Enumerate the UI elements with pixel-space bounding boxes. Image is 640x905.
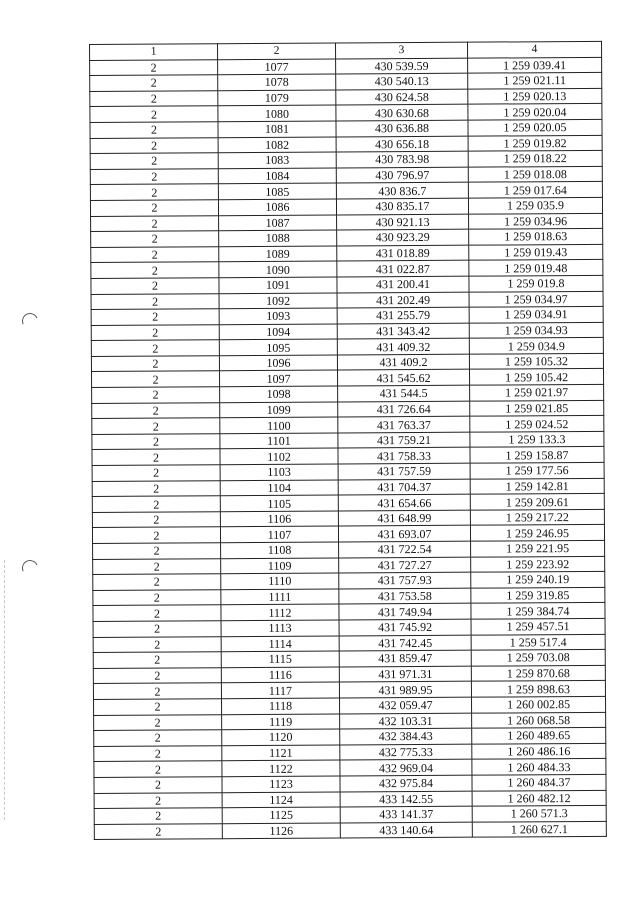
section-cell: 2 <box>90 200 218 216</box>
section-cell: 2 <box>92 418 220 434</box>
point-number-cell: 1113 <box>221 620 339 636</box>
hole-punch-mark <box>20 311 41 332</box>
point-number-cell: 1120 <box>222 729 340 745</box>
y-coordinate-cell: 1 259 021.11 <box>468 73 602 89</box>
x-coordinate-cell: 431 757.59 <box>338 463 470 479</box>
section-cell: 2 <box>92 402 220 418</box>
point-number-cell: 1080 <box>218 105 336 121</box>
point-number-cell: 1125 <box>222 807 340 823</box>
point-number-cell: 1098 <box>220 386 338 402</box>
section-cell: 2 <box>90 184 218 200</box>
point-number-cell: 1083 <box>218 152 336 168</box>
point-number-cell: 1086 <box>218 199 336 215</box>
x-coordinate-cell: 430 630.68 <box>336 105 468 121</box>
y-coordinate-cell: 1 259 039.41 <box>468 57 602 73</box>
column-header: 2 <box>218 43 336 59</box>
x-coordinate-cell: 430 923.29 <box>337 229 469 245</box>
section-cell: 2 <box>92 387 220 403</box>
point-number-cell: 1097 <box>220 370 338 386</box>
section-cell: 2 <box>91 293 219 309</box>
y-coordinate-cell: 1 259 703.08 <box>471 650 605 666</box>
point-number-cell: 1112 <box>221 604 339 620</box>
point-number-cell: 1106 <box>220 511 338 527</box>
y-coordinate-cell: 1 259 221.95 <box>471 540 605 556</box>
column-header: 1 <box>90 44 218 60</box>
point-number-cell: 1114 <box>221 636 339 652</box>
y-coordinate-cell: 1 259 020.04 <box>468 104 602 120</box>
y-coordinate-cell: 1 259 017.64 <box>468 182 602 198</box>
y-coordinate-cell: 1 259 019.82 <box>468 135 602 151</box>
section-cell: 2 <box>93 574 221 590</box>
x-coordinate-cell: 431 758.33 <box>338 448 470 464</box>
section-cell: 2 <box>94 730 222 746</box>
y-coordinate-cell: 1 260 489.65 <box>472 727 606 743</box>
point-number-cell: 1084 <box>218 168 336 184</box>
y-coordinate-cell: 1 259 021.97 <box>470 384 604 400</box>
x-coordinate-cell: 431 648.99 <box>338 510 470 526</box>
y-coordinate-cell: 1 259 105.42 <box>469 369 603 385</box>
y-coordinate-cell: 1 259 240.19 <box>471 572 605 588</box>
section-cell: 2 <box>94 714 222 730</box>
point-number-cell: 1078 <box>218 74 336 90</box>
x-coordinate-cell: 431 971.31 <box>339 666 471 682</box>
y-coordinate-cell: 1 259 034.96 <box>469 213 603 229</box>
y-coordinate-cell: 1 259 142.81 <box>470 478 604 494</box>
x-coordinate-cell: 431 409.2 <box>337 354 469 370</box>
section-cell: 2 <box>90 90 218 106</box>
x-coordinate-cell: 430 921.13 <box>337 214 469 230</box>
x-coordinate-cell: 431 544.5 <box>338 385 470 401</box>
point-number-cell: 1124 <box>222 791 340 807</box>
point-number-cell: 1108 <box>221 542 339 558</box>
section-cell: 2 <box>90 106 218 122</box>
y-coordinate-cell: 1 259 021.85 <box>470 400 604 416</box>
point-number-cell: 1079 <box>218 90 336 106</box>
point-number-cell: 1096 <box>219 355 337 371</box>
y-coordinate-cell: 1 260 002.85 <box>471 696 605 712</box>
x-coordinate-cell: 431 693.07 <box>338 526 470 542</box>
y-coordinate-cell: 1 259 018.22 <box>468 151 602 167</box>
section-cell: 2 <box>91 309 219 325</box>
x-coordinate-cell: 430 836.7 <box>336 183 468 199</box>
section-cell: 2 <box>92 371 220 387</box>
point-number-cell: 1094 <box>219 324 337 340</box>
table-row <box>94 821 606 840</box>
point-number-cell: 1110 <box>221 573 339 589</box>
section-cell: 2 <box>93 605 221 621</box>
section-cell: 2 <box>91 215 219 231</box>
point-number-cell: 1109 <box>221 558 339 574</box>
section-cell: 2 <box>90 75 218 91</box>
y-coordinate-cell: 1 259 019.43 <box>469 244 603 260</box>
point-number-cell: 1082 <box>218 137 336 153</box>
x-coordinate-cell: 431 018.89 <box>337 245 469 261</box>
x-coordinate-cell: 431 749.94 <box>339 604 471 620</box>
section-cell: 2 <box>91 262 219 278</box>
x-coordinate-cell: 431 255.79 <box>337 307 469 323</box>
x-coordinate-cell: 431 989.95 <box>339 682 471 698</box>
x-coordinate-cell: 431 202.49 <box>337 292 469 308</box>
x-coordinate-cell: 432 384.43 <box>340 728 472 744</box>
x-coordinate-cell: 431 545.62 <box>337 370 469 386</box>
section-cell: 2 <box>90 122 218 138</box>
section-cell: 2 <box>93 621 221 637</box>
point-number-cell: 1105 <box>220 495 338 511</box>
section-cell: 2 <box>92 449 220 465</box>
section-cell: 2 <box>94 792 222 808</box>
section-cell: 2 <box>92 512 220 528</box>
y-coordinate-cell: 1 259 034.9 <box>469 338 603 354</box>
point-number-cell: 1093 <box>219 308 337 324</box>
x-coordinate-cell: 430 636.88 <box>336 120 468 136</box>
y-coordinate-cell: 1 259 020.05 <box>468 119 602 135</box>
y-coordinate-cell: 1 259 034.97 <box>469 291 603 307</box>
section-cell: 2 <box>93 589 221 605</box>
y-coordinate-cell: 1 259 035.9 <box>468 197 602 213</box>
y-coordinate-cell: 1 259 217.22 <box>470 509 604 525</box>
section-cell: 2 <box>93 652 221 668</box>
section-cell: 2 <box>90 59 218 75</box>
y-coordinate-cell: 1 259 034.93 <box>469 322 603 338</box>
x-coordinate-cell: 431 722.54 <box>339 541 471 557</box>
y-coordinate-cell: 1 259 034.91 <box>469 306 603 322</box>
section-cell: 2 <box>91 324 219 340</box>
x-coordinate-cell: 431 200.41 <box>337 276 469 292</box>
x-coordinate-cell: 430 656.18 <box>336 136 468 152</box>
point-number-cell: 1088 <box>219 230 337 246</box>
point-number-cell: 1095 <box>219 339 337 355</box>
section-cell: 2 <box>93 636 221 652</box>
x-coordinate-cell: 431 343.42 <box>337 323 469 339</box>
point-number-cell: 1104 <box>220 480 338 496</box>
x-coordinate-cell: 431 859.47 <box>339 650 471 666</box>
scan-edge-marks <box>4 560 8 820</box>
x-coordinate-cell: 431 745.92 <box>339 619 471 635</box>
point-number-cell: 1101 <box>220 433 338 449</box>
x-coordinate-cell: 431 763.37 <box>338 416 470 432</box>
point-number-cell: 1118 <box>222 698 340 714</box>
section-cell: 2 <box>93 543 221 559</box>
x-coordinate-cell: 432 975.84 <box>340 775 472 791</box>
section-cell: 2 <box>93 683 221 699</box>
y-coordinate-cell: 1 260 571.3 <box>472 805 606 821</box>
x-coordinate-cell: 431 759.21 <box>338 432 470 448</box>
y-coordinate-cell: 1 260 068.58 <box>472 712 606 728</box>
y-coordinate-cell: 1 259 319.85 <box>471 587 605 603</box>
hole-punch-mark <box>20 558 41 579</box>
y-coordinate-cell: 1 259 133.3 <box>470 431 604 447</box>
y-coordinate-cell: 1 259 870.68 <box>471 665 605 681</box>
point-number-cell: 1087 <box>219 215 337 231</box>
section-cell: 2 <box>91 340 219 356</box>
point-number-cell: 1116 <box>221 667 339 683</box>
x-coordinate-cell: 430 539.59 <box>336 58 468 74</box>
x-coordinate-cell: 431 022.87 <box>337 260 469 276</box>
y-coordinate-cell: 1 259 223.92 <box>471 556 605 572</box>
x-coordinate-cell: 430 540.13 <box>336 73 468 89</box>
coordinates-table-wrapper <box>89 41 606 840</box>
y-coordinate-cell: 1 259 384.74 <box>471 603 605 619</box>
point-number-cell: 1081 <box>218 121 336 137</box>
x-coordinate-cell: 431 727.27 <box>339 557 471 573</box>
section-cell: 2 <box>91 278 219 294</box>
point-number-cell: 1089 <box>219 246 337 262</box>
coordinates-table <box>89 41 607 840</box>
table-body <box>90 57 607 840</box>
point-number-cell: 1100 <box>220 417 338 433</box>
point-number-cell: 1102 <box>220 448 338 464</box>
point-number-cell: 1123 <box>222 776 340 792</box>
x-coordinate-cell: 431 654.66 <box>338 494 470 510</box>
section-cell: 2 <box>94 745 222 761</box>
column-header: 4 <box>467 41 601 57</box>
section-cell: 2 <box>92 480 220 496</box>
y-coordinate-cell: 1 259 158.87 <box>470 447 604 463</box>
section-cell: 2 <box>94 808 222 824</box>
point-number-cell: 1119 <box>222 714 340 730</box>
section-cell: 2 <box>91 246 219 262</box>
y-coordinate-cell: 1 260 482.12 <box>472 790 606 806</box>
point-number-cell: 1099 <box>220 402 338 418</box>
y-coordinate-cell: 1 259 019.48 <box>469 260 603 276</box>
x-coordinate-cell: 431 742.45 <box>339 635 471 651</box>
x-coordinate-cell: 432 775.33 <box>340 744 472 760</box>
y-coordinate-cell: 1 259 020.13 <box>468 88 602 104</box>
point-number-cell: 1115 <box>221 651 339 667</box>
x-coordinate-cell: 432 103.31 <box>340 713 472 729</box>
point-number-cell: 1085 <box>218 183 336 199</box>
x-coordinate-cell: 430 835.17 <box>336 198 468 214</box>
section-cell: 2 <box>90 137 218 153</box>
y-coordinate-cell: 1 259 024.52 <box>470 416 604 432</box>
point-number-cell: 1122 <box>222 760 340 776</box>
point-number-cell: 1077 <box>218 59 336 75</box>
section-cell: 2 <box>94 761 222 777</box>
section-cell: 2 <box>93 667 221 683</box>
section-cell: 2 <box>94 699 222 715</box>
y-coordinate-cell: 1 260 486.16 <box>472 743 606 759</box>
y-coordinate-cell: 1 259 018.08 <box>468 166 602 182</box>
point-number-cell: 1103 <box>220 464 338 480</box>
section-cell: 2 <box>92 527 220 543</box>
x-coordinate-cell: 431 409.32 <box>337 338 469 354</box>
point-number-cell: 1092 <box>219 292 337 308</box>
section-cell: 2 <box>90 153 218 169</box>
x-coordinate-cell: 433 141.37 <box>340 806 472 822</box>
section-cell: 2 <box>92 434 220 450</box>
point-number-cell: 1111 <box>221 589 339 605</box>
section-cell: 2 <box>94 823 222 839</box>
y-coordinate-cell: 1 259 457.51 <box>471 618 605 634</box>
x-coordinate-cell: 430 796.97 <box>336 167 468 183</box>
section-cell: 2 <box>92 465 220 481</box>
y-coordinate-cell: 1 260 484.37 <box>472 774 606 790</box>
y-coordinate-cell: 1 259 517.4 <box>471 634 605 650</box>
x-coordinate-cell: 431 704.37 <box>338 479 470 495</box>
section-cell: 2 <box>93 558 221 574</box>
x-coordinate-cell: 430 624.58 <box>336 89 468 105</box>
point-number-cell: 1091 <box>219 277 337 293</box>
point-number-cell: 1117 <box>221 682 339 698</box>
y-coordinate-cell: 1 260 484.33 <box>472 759 606 775</box>
section-cell: 2 <box>90 168 218 184</box>
x-coordinate-cell: 431 753.58 <box>339 588 471 604</box>
x-coordinate-cell: 431 726.64 <box>338 401 470 417</box>
y-coordinate-cell: 1 260 627.1 <box>472 821 606 837</box>
y-coordinate-cell: 1 259 105.32 <box>469 353 603 369</box>
x-coordinate-cell: 430 783.98 <box>336 151 468 167</box>
y-coordinate-cell: 1 259 209.61 <box>470 494 604 510</box>
x-coordinate-cell: 431 757.93 <box>339 572 471 588</box>
point-number-cell: 1090 <box>219 261 337 277</box>
section-cell: 2 <box>94 777 222 793</box>
x-coordinate-cell: 433 140.64 <box>340 822 472 838</box>
point-number-cell: 1121 <box>222 745 340 761</box>
section-cell: 2 <box>92 496 220 512</box>
y-coordinate-cell: 1 259 018.63 <box>469 228 603 244</box>
y-coordinate-cell: 1 259 246.95 <box>470 525 604 541</box>
section-cell: 2 <box>91 231 219 247</box>
y-coordinate-cell: 1 259 019.8 <box>469 275 603 291</box>
point-number-cell: 1107 <box>220 526 338 542</box>
x-coordinate-cell: 432 059.47 <box>339 697 471 713</box>
section-cell: 2 <box>91 356 219 372</box>
x-coordinate-cell: 432 969.04 <box>340 759 472 775</box>
x-coordinate-cell: 433 142.55 <box>340 791 472 807</box>
y-coordinate-cell: 1 259 898.63 <box>471 681 605 697</box>
column-header: 3 <box>335 42 467 58</box>
y-coordinate-cell: 1 259 177.56 <box>470 462 604 478</box>
point-number-cell: 1126 <box>222 823 340 839</box>
